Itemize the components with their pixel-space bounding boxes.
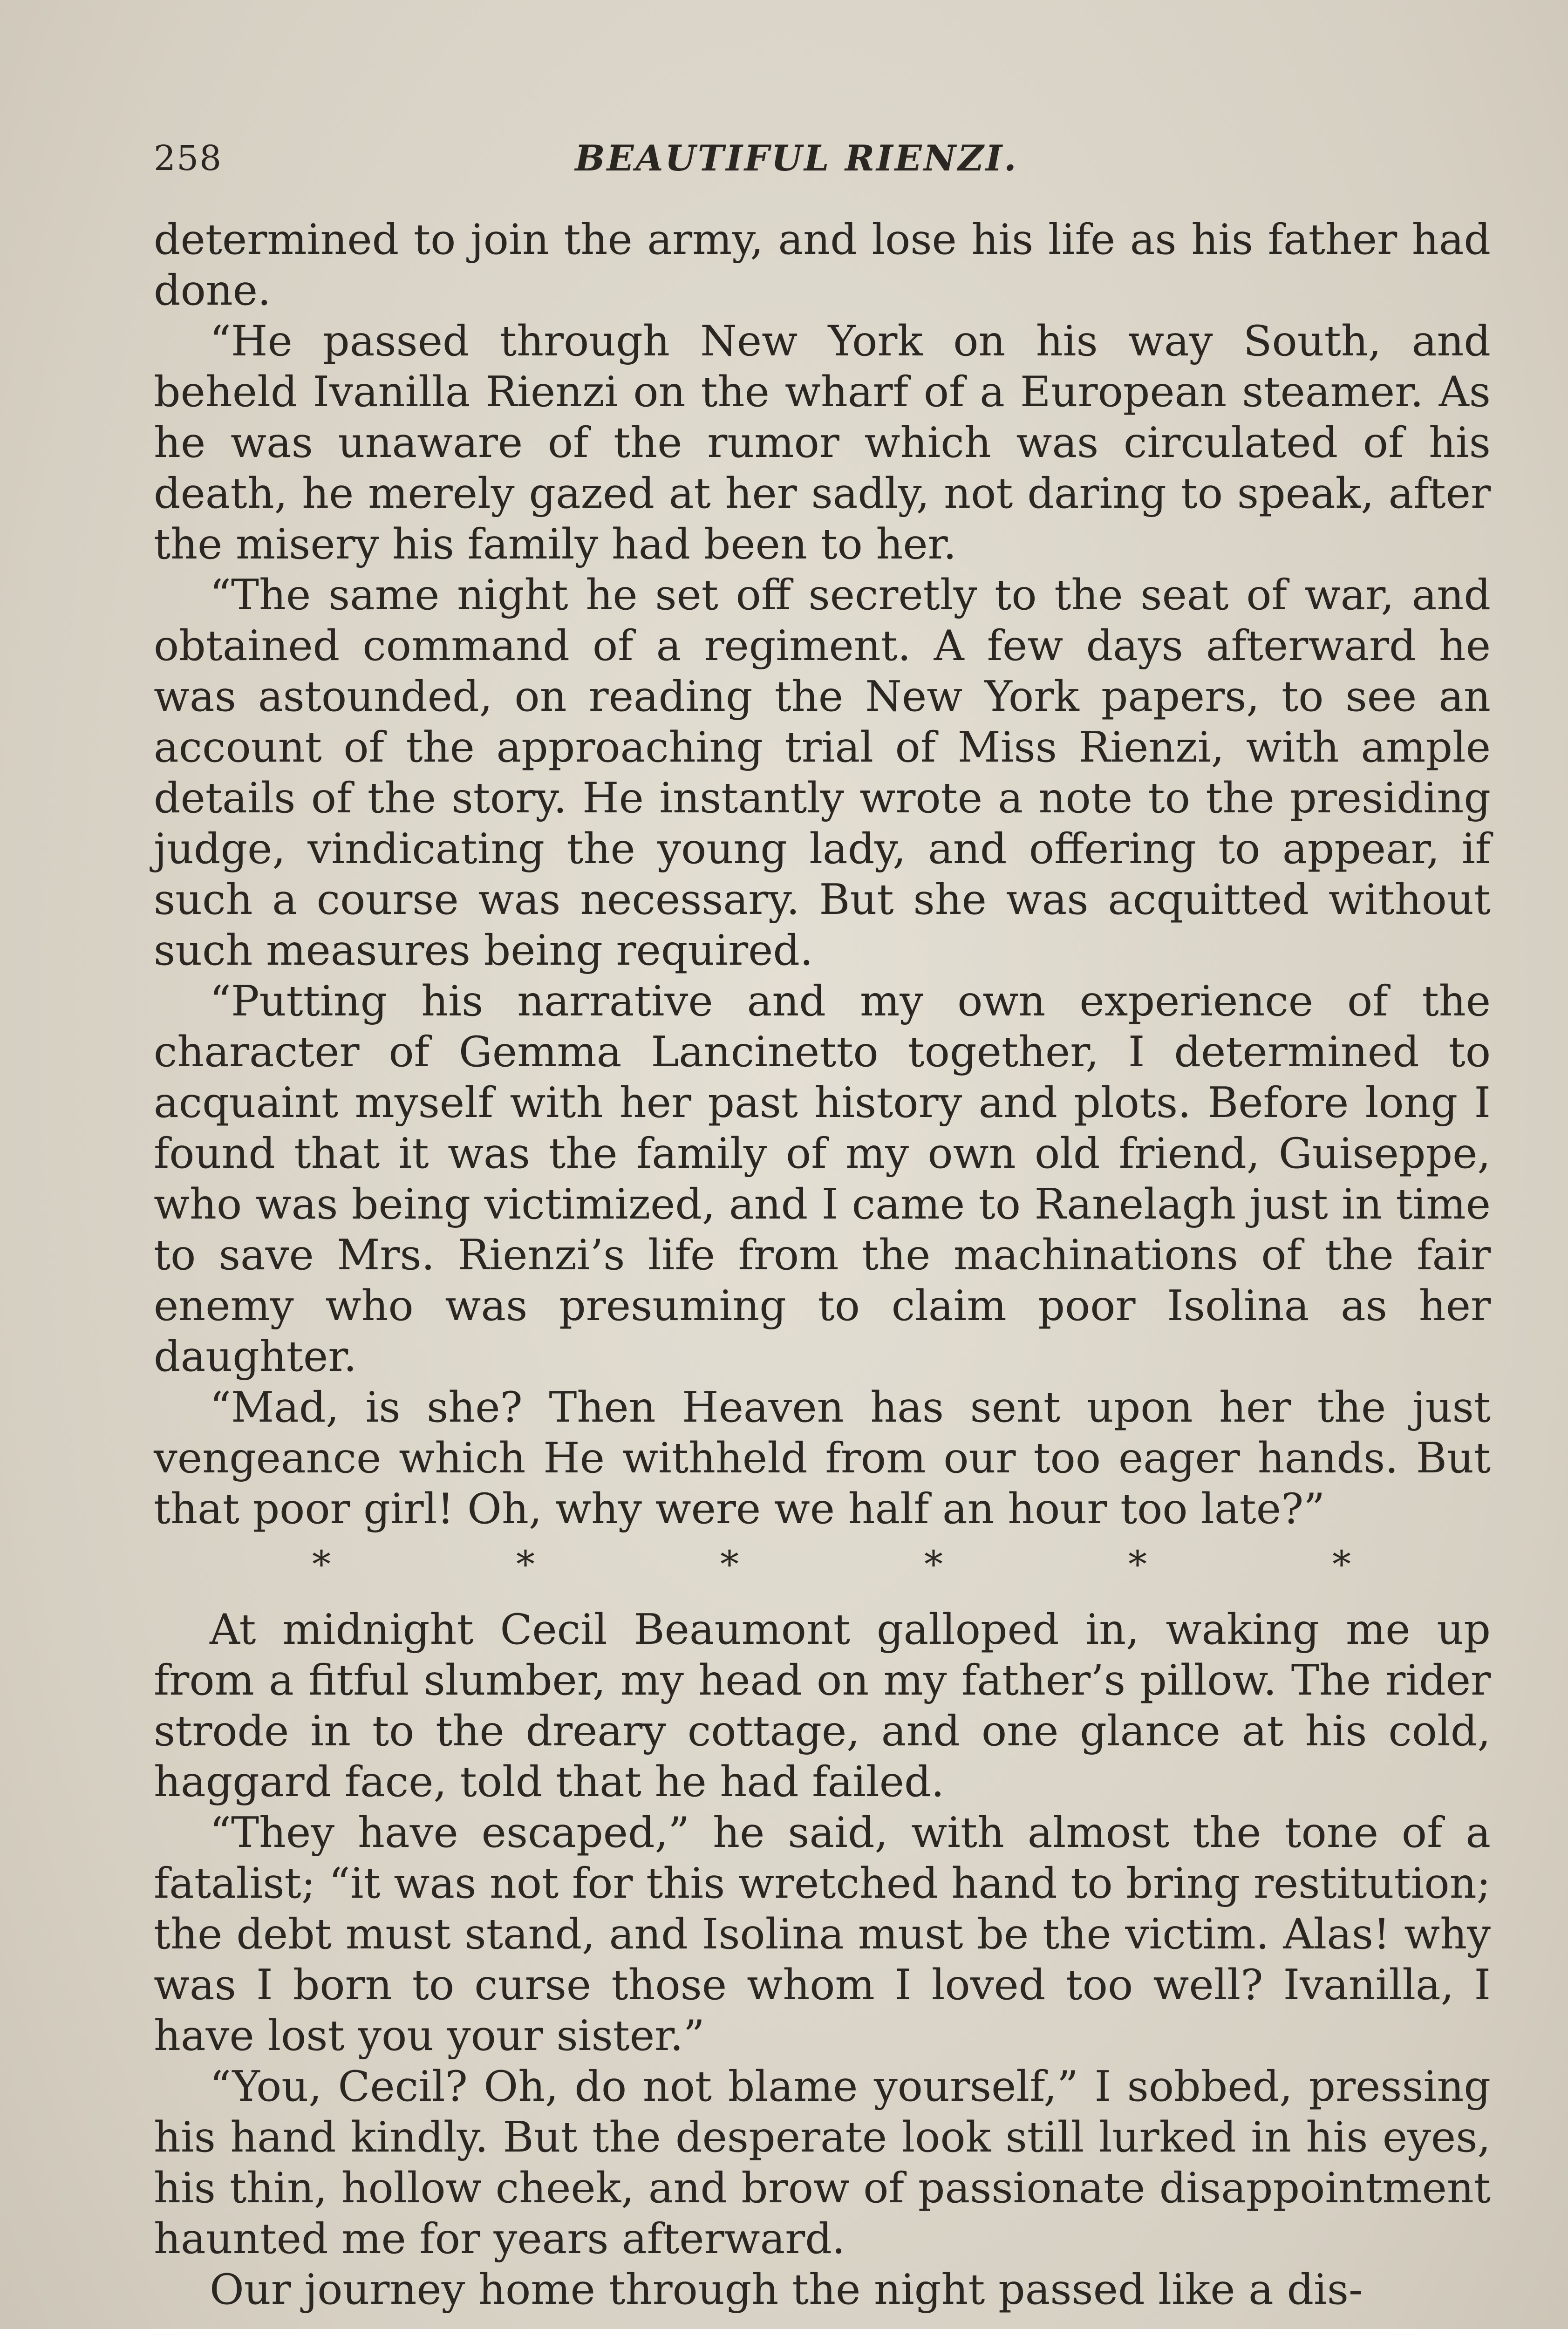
body-text: [154, 214, 1491, 2315]
separator-star: *: [924, 1543, 943, 1586]
paragraph-5: “Mad, is she? Then Heaven has sent upon her the just vengeance which He withheld from our too eager hands. But that poor girl! Oh, why were we half an hour too late?”: [154, 1383, 1491, 1533]
running-title: BEAUTIFUL RIENZI.: [575, 137, 1018, 179]
separator-star: *: [516, 1543, 535, 1586]
separator-star: *: [720, 1543, 739, 1586]
paragraph-2: “He passed through New York on his way South, and beheld Ivanilla Rienzi on the wharf of a European steamer. As he was unaware of the rumor which was circulated of his death, he merely gazed at her sadly, not daring to speak, after the misery his family had been to her.: [154, 317, 1491, 569]
paragraph-4: “Putting his narrative and my own experience of the character of Gemma Lancinetto together, I determined to acquaint myself with her past history and plots. Before long I found that it was the family of my own old friend, Guiseppe, who was being victimized, and I came to Ranelagh just in time to save Mrs. Rienzi’s life from the machinations of the fair enemy who was presuming to claim poor Isolina as her daughter.: [154, 977, 1491, 1381]
paragraph-6: At midnight Cecil Beaumont galloped in, waking me up from a fitful slumber, my head on my father’s pillow. The rider strode in to the dreary cottage, and one glance at his cold, haggard face, told that he had failed.: [154, 1605, 1491, 1806]
paragraph-1: determined to join the army, and lose his life as his father had done.: [154, 215, 1491, 315]
paragraph-7: “They have escaped,” he said, with almost the tone of a fatalist; “it was not for this wretched hand to bring restitution; the debt must stand, and Isolina must be the victim. Alas! why was I born to curse those whom I loved too well? Ivanilla, I have lost you your sister.”: [154, 1808, 1491, 2060]
separator-star: *: [1128, 1543, 1147, 1586]
separator-star: *: [1332, 1543, 1351, 1586]
paragraph-3: “The same night he set off secretly to the seat of war, and obtained command of a regiment. A few days afterward he was astounded, on reading the New York papers, to see an account of the approaching trial of Miss Rienzi, with ample details of the story. He instantly wrote a note to the presiding judge, vindicating the young lady, and offering to appear, if such a course was necessary. But she was acquitted without such measures being required.: [154, 571, 1491, 975]
separator-star: *: [312, 1543, 331, 1586]
section-separator: [154, 1534, 1491, 1604]
paragraph-9: Our journey home through the night passed like a dis-: [210, 2265, 1363, 2314]
running-head: [154, 133, 1439, 184]
page-number: 258: [154, 138, 223, 178]
paragraph-8: “You, Cecil? Oh, do not blame yourself,” I sobbed, pressing his hand kindly. But the desperate look still lurked in his eyes, his thin, hollow cheek, and brow of passionate disappointment haunted me for years afterward.: [154, 2062, 1491, 2263]
